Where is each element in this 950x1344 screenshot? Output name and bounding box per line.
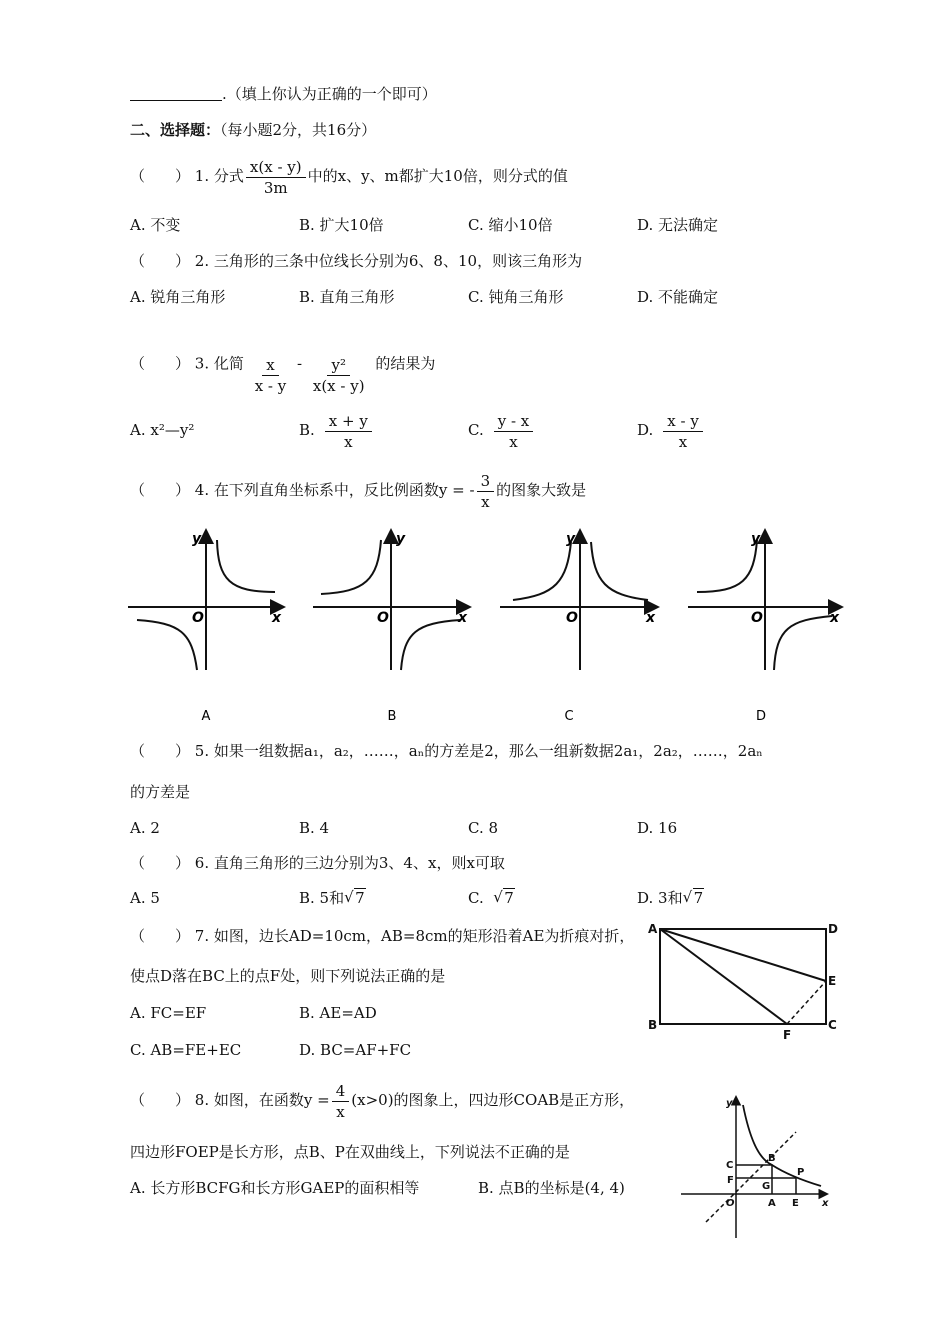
- axis-x-label: x: [272, 610, 282, 626]
- answer-paren[interactable]: （ ）: [130, 927, 191, 945]
- point-e-label: E: [828, 974, 837, 988]
- graph-d[interactable]: [688, 532, 840, 670]
- graph-b[interactable]: [313, 532, 468, 670]
- question-5: （ ） 5. 如果一组数据a₁，a₂，……，aₙ的方差是2，那么一组新数据2a₁，2a₂，……，2aₙ: [130, 742, 763, 760]
- axis-x-label: x: [822, 1198, 829, 1209]
- axis-x-label: x: [458, 610, 468, 626]
- point-a-label: A: [648, 922, 658, 936]
- fraction: $\frac{\text{y²}}{x(x - y)}$: [312, 356, 365, 395]
- option-c[interactable]: C. $\frac{y - x}{x}$: [468, 410, 535, 451]
- question-1: （ ） 1. 分式 $\frac{x(x - y)}{3m}$ 中的x、y、m都扩大10倍，则分式的值: [130, 157, 568, 197]
- section-note: （每小题2分，共16分）: [220, 121, 377, 139]
- axis-y-label: y: [192, 531, 202, 547]
- question-2: （ ） 2. 三角形的三条中位线长分别为6、8、10，则该三角形为: [130, 252, 583, 270]
- question-4: （ ） 4. 在下列直角坐标系中，反比例函数y = - $\frac{3}{x}$ 的图象大致是: [130, 471, 587, 511]
- option-c[interactable]: C. 缩小10倍: [468, 216, 553, 234]
- option-c[interactable]: C. 钝角三角形: [468, 288, 564, 306]
- answer-paren[interactable]: （ ）: [130, 354, 191, 373]
- answer-paren[interactable]: （ ）: [130, 481, 191, 499]
- option-c[interactable]: C. AB=FE+EC: [130, 1041, 242, 1059]
- point-p-label: P: [797, 1167, 805, 1178]
- axis-x-label: x: [830, 610, 840, 626]
- option-b[interactable]: B. AE=AD: [299, 1004, 377, 1022]
- option-b[interactable]: B. 4: [299, 819, 330, 837]
- option-c[interactable]: C. √ 7: [468, 888, 515, 908]
- fraction: $\frac{4}{x}$: [332, 1082, 350, 1121]
- graph-a[interactable]: [128, 532, 282, 670]
- question-6: （ ） 6. 直角三角形的三边分别为3、4、x，则x可取: [130, 854, 505, 872]
- point-b-label: B: [768, 1153, 776, 1164]
- origin-label: O: [726, 1198, 735, 1209]
- fill-blank-line: .（填上你认为正确的一个即可）: [130, 84, 437, 104]
- graph-label-d: D: [755, 709, 767, 724]
- graph-label-c: C: [564, 709, 574, 724]
- option-c[interactable]: C. 8: [468, 819, 499, 837]
- option-d[interactable]: D. $\frac{x - y}{x}$: [637, 410, 705, 451]
- point-c-label: C: [726, 1160, 734, 1171]
- axis-y-label: y: [566, 531, 576, 547]
- answer-paren[interactable]: （ ）: [130, 252, 191, 270]
- option-d[interactable]: D. 无法确定: [637, 216, 719, 234]
- hyperbola-square-figure: [676, 1090, 841, 1245]
- question-3: （ ） 3. 化简 $\frac{x}{x - y}$ - $\frac{\text{y²}}{x(x - y)}$ 的结果为: [130, 354, 436, 395]
- axis-x-label: x: [646, 610, 656, 626]
- option-d[interactable]: D. 16: [637, 819, 678, 837]
- option-a[interactable]: A. 2: [130, 819, 160, 837]
- question-8: （ ） 8. 如图，在函数y = $\frac{4}{x}$ (x>0)的图象上，四边形COAB是正方形，: [130, 1081, 635, 1121]
- section-title: 二、选择题：: [130, 121, 221, 139]
- option-a[interactable]: A. 5: [130, 889, 160, 907]
- point-f-label: F: [783, 1028, 792, 1042]
- answer-blank[interactable]: [130, 86, 222, 101]
- origin-label: O: [566, 610, 578, 626]
- point-d-label: D: [828, 922, 838, 936]
- axis-y-label: y: [751, 531, 761, 547]
- option-b[interactable]: B. $\frac{x + y}{x}$: [299, 410, 374, 451]
- point-c-label: C: [828, 1018, 837, 1032]
- answer-paren[interactable]: （ ）: [130, 167, 191, 185]
- question-8-cont: 四边形FOEP是长方形，点B、P在双曲线上，下列说法不正确的是: [130, 1143, 570, 1161]
- option-b[interactable]: B. 点B的坐标是(4, 4): [478, 1179, 625, 1197]
- question-7-cont: 使点D落在BC上的点F处，则下列说法正确的是: [130, 967, 446, 985]
- option-d[interactable]: D. 3和√ 7: [637, 888, 704, 908]
- option-a[interactable]: A. FC=EF: [130, 1004, 207, 1022]
- option-b[interactable]: B. 扩大10倍: [299, 216, 384, 234]
- option-a[interactable]: A. x²—y²: [130, 421, 195, 439]
- option-b[interactable]: B. 直角三角形: [299, 288, 395, 306]
- point-b-label: B: [648, 1018, 658, 1032]
- question-5-cont: 的方差是: [130, 783, 191, 801]
- fraction: $\frac{x(x - y)}{3m}$: [246, 158, 306, 197]
- fraction: $\frac{3}{x}$: [477, 472, 495, 511]
- point-a-label: A: [768, 1198, 776, 1209]
- axis-y-label: y: [396, 531, 406, 547]
- axis-y-label: y: [726, 1098, 733, 1109]
- option-a[interactable]: A. 不变: [130, 216, 181, 234]
- rectangle-fold-figure: [640, 915, 850, 1045]
- origin-label: O: [751, 610, 763, 626]
- origin-label: O: [377, 610, 389, 626]
- point-e-label: E: [792, 1198, 799, 1209]
- option-d[interactable]: D. 不能确定: [637, 288, 719, 306]
- option-d[interactable]: D. BC=AF+FC: [299, 1041, 412, 1059]
- graph-c[interactable]: [500, 532, 656, 670]
- answer-paren[interactable]: （ ）: [130, 742, 191, 760]
- answer-paren[interactable]: （ ）: [130, 1091, 191, 1109]
- hyperbola-graphs: [120, 520, 860, 735]
- answer-paren[interactable]: （ ）: [130, 854, 191, 872]
- origin-label: O: [192, 610, 204, 626]
- fraction: $\frac{x}{x - y}$: [254, 356, 287, 395]
- option-a[interactable]: A. 长方形BCFG和长方形GAEP的面积相等: [130, 1179, 420, 1197]
- option-a[interactable]: A. 锐角三角形: [130, 288, 226, 306]
- point-g-label: G: [762, 1181, 771, 1192]
- graph-label-a: A: [201, 709, 211, 724]
- graph-label-b: B: [387, 709, 397, 724]
- option-b[interactable]: B. 5和√ 7: [299, 888, 366, 908]
- section-heading: [130, 120, 376, 140]
- point-f-label: F: [727, 1175, 734, 1186]
- question-7: （ ） 7. 如图，边长AD=10cm，AB=8cm的矩形沿着AE为折痕对折，: [130, 927, 635, 945]
